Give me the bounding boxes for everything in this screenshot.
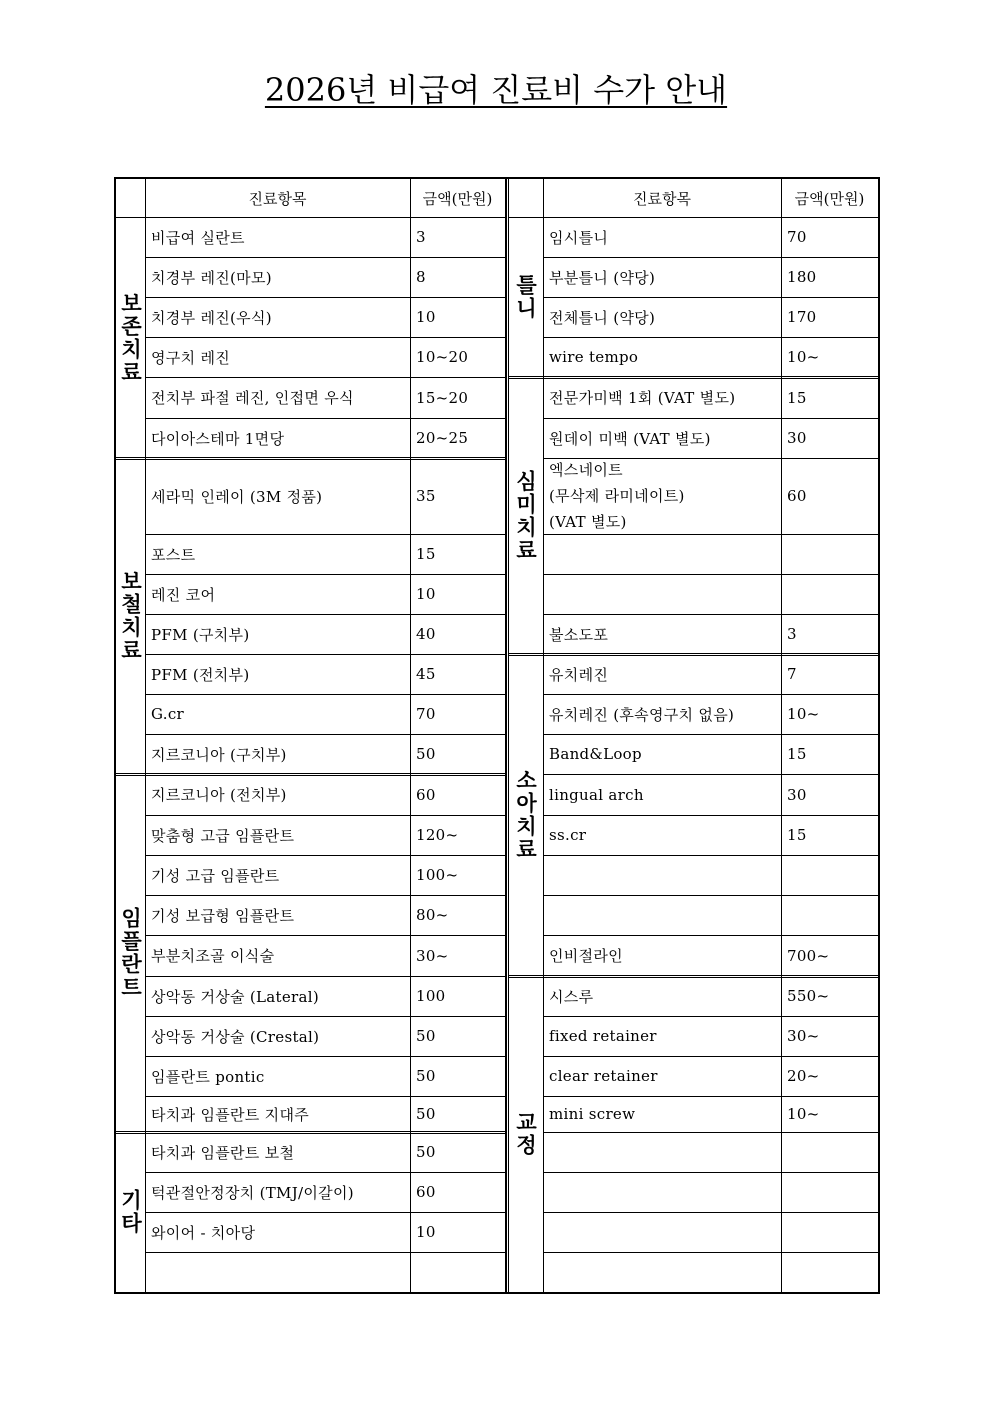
right-amount-19: 550~ xyxy=(787,987,830,1005)
right-item-23 xyxy=(543,1132,781,1172)
right-item-19: 시스루 xyxy=(549,987,594,1006)
left-item-13: 지르코니아 (구치부) xyxy=(151,745,287,764)
right-item-3: 전체틀니 (약당) xyxy=(549,308,656,327)
category-implant: 임플란트 xyxy=(118,907,144,999)
category-cosmetic: 심미치료 xyxy=(513,469,539,562)
left-item-5: 전치부 파절 레진, 인접면 우식 xyxy=(151,389,354,407)
category-pediatric: 소아치료 xyxy=(513,769,539,861)
right-amount-3: 170 xyxy=(787,308,817,326)
left-item-11: PFM (전치부) xyxy=(151,665,250,684)
right-amount-18: 700~ xyxy=(787,946,830,965)
left-amount-25: 10 xyxy=(416,1223,436,1241)
right-item-22: mini screw xyxy=(549,1105,636,1123)
right-item-9 xyxy=(543,574,781,614)
right-amount-7: 60 xyxy=(787,487,807,505)
left-item-10: PFM (구치부) xyxy=(151,625,250,644)
right-item-4: wire tempo xyxy=(549,348,639,366)
right-amount-4: 10~ xyxy=(787,348,820,366)
left-item-3: 치경부 레진(우식) xyxy=(151,308,272,327)
header-amount-left: 금액(만원) xyxy=(422,189,493,208)
right-amount-15: 15 xyxy=(787,826,807,844)
right-item-25 xyxy=(543,1212,781,1252)
left-amount-26 xyxy=(410,1252,505,1292)
left-amount-16: 100~ xyxy=(416,866,459,884)
right-item-10: 불소도포 xyxy=(549,625,609,644)
right-item-5: 전문가미백 1회 (VAT 별도) xyxy=(549,389,736,407)
category-conservative: 보존치료 xyxy=(118,291,144,384)
right-amount-22: 10~ xyxy=(787,1105,820,1123)
left-item-9: 레진 코어 xyxy=(151,585,216,604)
left-amount-4: 10~20 xyxy=(416,348,469,366)
left-item-6: 다이아스테마 1면당 xyxy=(151,429,285,448)
left-item-24: 턱관절안정장치 (TMJ/이갈이) xyxy=(151,1183,354,1202)
left-item-14: 지르코니아 (전치부) xyxy=(151,786,287,804)
right-item-21: clear retainer xyxy=(549,1067,658,1085)
right-item-6: 원데이 미백 (VAT 별도) xyxy=(549,429,711,448)
left-item-12: G.cr xyxy=(151,705,184,723)
left-amount-20: 50 xyxy=(416,1027,436,1045)
left-amount-17: 80~ xyxy=(416,906,449,924)
right-amount-8 xyxy=(781,534,878,574)
left-amount-1: 3 xyxy=(416,228,426,246)
right-item-20: fixed retainer xyxy=(549,1027,657,1045)
right-item-13: Band&Loop xyxy=(549,745,642,763)
left-amount-7: 35 xyxy=(416,487,436,505)
right-item-17 xyxy=(543,895,781,935)
left-amount-13: 50 xyxy=(416,745,436,763)
right-amount-13: 15 xyxy=(787,745,807,763)
category-denture: 틀니 xyxy=(513,274,539,320)
right-item-8 xyxy=(543,534,781,574)
left-amount-18: 30~ xyxy=(416,946,449,965)
column-divider xyxy=(505,179,507,1292)
left-amount-11: 45 xyxy=(416,665,436,683)
category-etc: 기타 xyxy=(118,1189,144,1235)
right-amount-14: 30 xyxy=(787,785,807,804)
left-amount-21: 50 xyxy=(416,1067,436,1085)
left-amount-19: 100 xyxy=(416,987,446,1005)
category-orthodontic: 교정 xyxy=(513,1111,539,1157)
left-item-1: 비급여 실란트 xyxy=(151,228,245,247)
left-item-19: 상악동 거상술 (Lateral) xyxy=(151,987,319,1006)
left-amount-2: 8 xyxy=(416,268,426,286)
right-amount-6: 30 xyxy=(787,429,807,447)
left-amount-14: 60 xyxy=(416,785,436,804)
title-text: 2026년 비급여 진료비 수가 안내 xyxy=(264,71,728,109)
right-item-24 xyxy=(543,1172,781,1212)
left-amount-12: 70 xyxy=(416,705,436,723)
right-amount-16 xyxy=(781,855,878,895)
right-item-1: 임시틀니 xyxy=(549,228,609,247)
right-amount-20: 30~ xyxy=(787,1027,820,1045)
left-item-20: 상악동 거상술 (Crestal) xyxy=(151,1027,320,1046)
left-amount-24: 60 xyxy=(416,1183,436,1201)
left-item-25: 와이어 - 치아당 xyxy=(151,1223,256,1242)
left-item-18: 부분치조골 이식술 xyxy=(151,947,275,965)
left-item-26 xyxy=(145,1252,410,1292)
category-prosthetic: 보철치료 xyxy=(118,570,144,662)
header-amount-right: 금액(만원) xyxy=(794,189,865,208)
right-amount-2: 180 xyxy=(787,268,817,286)
header-item-right: 진료항목 xyxy=(633,189,691,208)
right-amount-10: 3 xyxy=(787,625,797,643)
right-item-11: 유치레진 xyxy=(549,665,609,684)
left-item-23: 타치과 임플란트 보철 xyxy=(151,1143,295,1162)
right-item-16 xyxy=(543,855,781,895)
right-amount-21: 20~ xyxy=(787,1067,820,1085)
page-title xyxy=(0,68,992,112)
right-amount-9 xyxy=(781,574,878,614)
right-amount-12: 10~ xyxy=(787,705,820,723)
right-amount-17 xyxy=(781,895,878,935)
left-item-7: 세라믹 인레이 (3M 정품) xyxy=(151,487,323,506)
right-item-26 xyxy=(543,1252,781,1292)
left-amount-10: 40 xyxy=(416,625,436,643)
left-amount-23: 50 xyxy=(416,1143,436,1161)
right-amount-1: 70 xyxy=(787,228,807,246)
left-amount-22: 50 xyxy=(416,1105,436,1123)
right-amount-11: 7 xyxy=(787,665,797,683)
left-amount-3: 10 xyxy=(416,308,436,326)
right-item-14: lingual arch xyxy=(549,785,644,804)
right-item-15: ss.cr xyxy=(549,826,587,844)
right-amount-5: 15 xyxy=(787,388,807,407)
right-amount-23 xyxy=(781,1132,878,1172)
left-item-16: 기성 고급 임플란트 xyxy=(151,866,280,885)
left-item-2: 치경부 레진(마모) xyxy=(151,268,272,287)
left-item-15: 맞춤형 고급 임플란트 xyxy=(151,826,295,845)
left-amount-8: 15 xyxy=(416,545,436,563)
right-amount-24 xyxy=(781,1172,878,1212)
header-item-left: 진료항목 xyxy=(248,189,307,208)
fee-table xyxy=(114,177,880,1294)
right-item-18: 인비절라인 xyxy=(549,947,623,965)
left-amount-9: 10 xyxy=(416,585,436,603)
left-amount-5: 15~20 xyxy=(416,388,469,407)
right-item-7: 엑스네이트 (무삭제 라미네이트) (VAT 별도) xyxy=(549,461,685,531)
right-item-2: 부분틀니 (약당) xyxy=(549,268,656,287)
left-item-22: 타치과 임플란트 지대주 xyxy=(151,1105,310,1124)
left-item-21: 임플란트 pontic xyxy=(151,1067,265,1086)
right-item-12: 유치레진 (후속영구치 없음) xyxy=(549,705,735,724)
left-item-17: 기성 보급형 임플란트 xyxy=(151,906,295,925)
left-amount-6: 20~25 xyxy=(416,429,469,447)
right-amount-25 xyxy=(781,1212,878,1252)
left-item-8: 포스트 xyxy=(151,545,196,564)
right-amount-26 xyxy=(781,1252,878,1292)
left-amount-15: 120~ xyxy=(416,826,459,844)
left-item-4: 영구치 레진 xyxy=(151,348,231,367)
